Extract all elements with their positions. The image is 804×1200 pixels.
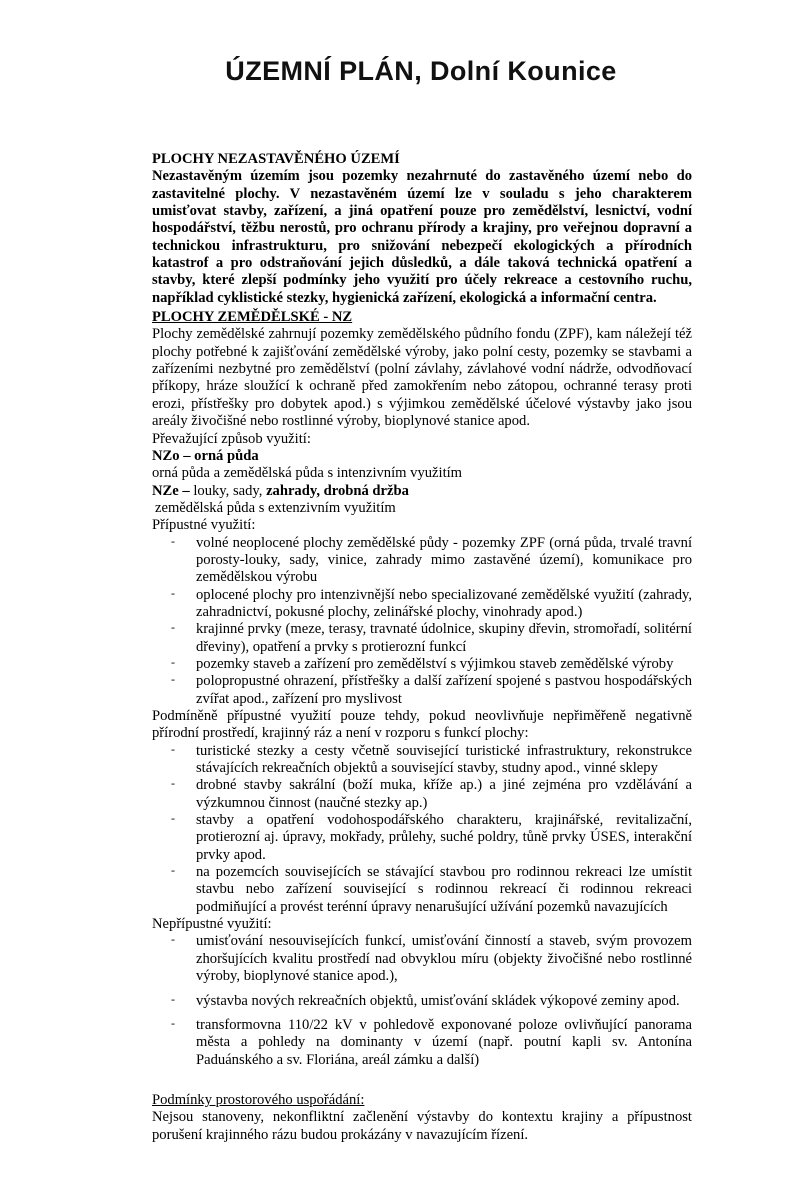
bullet-dash-icon: - — [171, 585, 175, 600]
section-heading-plochy-nezastaveneho-uzemi: PLOCHY NEZASTAVĚNÉHO ÚZEMÍ — [152, 151, 400, 167]
bullet-dash-icon: - — [171, 672, 175, 687]
list-item — [152, 743, 692, 778]
list-item-text: na pozemcích souvisejících se stávající stavbou pro rodinnou rekreaci lze umístit stavbu nebo zařízení související s rodinnou rekreací či rodinnou rekreaci podmiňující a provést terénní úpravy nenarušující užívání pozemků navazujících — [196, 864, 692, 915]
list-item — [152, 535, 692, 587]
list-item-text: umisťování nesouvisejících funkcí, umisťování činností a staveb, svým provozem zhoršujících kvalitu prostředí nad obvyklou míru (objekty živočišné nebo rostlinné výroby, bioplynové stanice apod.), — [196, 933, 692, 985]
list-item — [152, 933, 692, 985]
bullet-dash-icon: - — [171, 741, 175, 756]
list-item — [152, 587, 692, 622]
list-item-text: volné neoplocené plochy zemědělské půdy - pozemky ZPF (orná půda, trvalé travní porosty-louky, sady, vinice, zahrady mimo zastavěné území), komunikace pro zemědělskou výrobu — [196, 534, 692, 586]
bullet-dash-icon: - — [171, 863, 175, 878]
section-heading-podminky-prostoroveho-usporadani: Podmínky prostorového uspořádání: — [152, 1091, 365, 1108]
paragraph-podminene-pripustne-intro: Podmíněně přípustné využití pouze tehdy, pokud neovlivňuje nepřiměřeně negativně přírodní prostředí, krajinný ráz a není v rozporu s funkcí plochy: — [152, 708, 692, 742]
list-item — [152, 656, 692, 673]
term-nze-prefix: NZe – — [152, 482, 194, 499]
list-item-text: pozemky staveb a zařízení pro zemědělství s výjimkou staveb zemědělské výroby — [196, 655, 674, 672]
description-nze: zemědělská půda s extenzivním využitím — [155, 499, 396, 516]
list-item — [152, 621, 692, 656]
list-item-text: polopropustné ohrazení, přístřešky a další zařízení spojené s pastvou hospodářských zvířat apod., zařízení pro myslivost — [196, 673, 692, 707]
list-item-text: výstavba nových rekreačních objektů, umisťování skládek výkopové zeminy apod. — [196, 992, 680, 1009]
list-item — [152, 993, 692, 1010]
bullet-dash-icon: - — [171, 776, 175, 791]
bullet-list-podminene — [152, 743, 692, 916]
paragraph-nezastavene-uzemi: Nezastavěným územím jsou pozemky nezahrnuté do zastavěného území nebo do zastavitelné plochy. V nezastavěném území lze v souladu s jeho charakterem umisťovat stavby, zařízení, a jiná opatření pouze pro zemědělství, lesnictví, vodní hospodářství, těžbu nerostů, pro ochranu přírody a krajiny, pro veřejnou dopravní a technickou infrastrukturu, pro snižování nebezpečí ekologických a přírodních katastrof a pro odstraňování jejich důsledků, a dále taková technická opatření a stavby, které zlepší podmínky jeho využití pro účely rekreace a cestovního ruchu, například cyklistické stezky, hygienická zařízení, ekologická a informační centra. — [152, 168, 692, 306]
bullet-dash-icon: - — [171, 991, 175, 1006]
list-item — [152, 1017, 692, 1069]
bullet-dash-icon: - — [171, 932, 175, 947]
page-title: ÚZEMNÍ PLÁN, Dolní Kounice — [225, 56, 617, 86]
label-nepripustne-vyuziti: Nepřípustné využití: — [152, 916, 272, 933]
list-item-text: turistické stezky a cesty včetně související turistické infrastruktury, rekonstrukce stávajících rekreačních objektů a související stavby, studny apod., vinné sklepy — [196, 742, 692, 777]
description-nzo: orná půda a zemědělská půda s intenzivním využitím — [152, 465, 463, 482]
paragraph-plochy-zemedelske: Plochy zemědělské zahrnují pozemky zemědělského půdního fondu (ZPF), kam náležejí též plochy potřebné k zajišťování zemědělské výroby, jako polní cesty, pozemky se stavbami a zařízeními nezbytné pro zemědělství (polní závlahy, závlahové vodní nádrže, odvodňovací příkopy, hráze sloužící k ochraně před zamokřením nebo zátopou, ochranné terasy proti erozi, přístřešky pro dobytek apod.) s výjimkou zemědělské účelové výstavby jako jsou areály živočišné nebo rostlinné výroby, bioplynové stanice apod. — [152, 326, 692, 430]
term-nze-suffix: zahrady, drobná držba — [266, 482, 409, 499]
list-item-text: transformovna 110/22 kV v pohledově exponované poloze ovlivňující panorama města a pohledy na dominanty v území (např. poutní kapli sv. Antonína Paduánského a sv. Floriána, areál zámku a další) — [196, 1016, 692, 1068]
label-pripustne-vyuziti: Přípustné využití: — [152, 517, 256, 534]
list-item — [152, 812, 692, 864]
bullet-dash-icon: - — [171, 654, 175, 669]
bullet-dash-icon: - — [171, 1015, 175, 1030]
term-nze-regular: louky, sady, — [193, 482, 267, 499]
section-heading-plochy-zemedelske-nz: PLOCHY ZEMĚDĚLSKÉ - NZ — [152, 309, 353, 326]
term-nze-louky-sady — [152, 483, 692, 500]
document-body — [152, 151, 692, 1144]
bullet-dash-icon: - — [171, 620, 175, 635]
list-item-text: stavby a opatření vodohospodářského charakteru, krajinářské, revitalizační, protierozní aj. úpravy, mokřady, průlehy, suché poldry, tůně prvky ÚSES, interakční prvky apod. — [196, 812, 692, 863]
bullet-list-nepripustne — [152, 933, 692, 1068]
term-nzo-orna-puda: NZo – orná půda — [152, 447, 259, 464]
list-item-text: krajinné prvky (meze, terasy, travnaté údolnice, skupiny dřevin, stromořadí, solitérní dřeviny), opatření a prvky s protierozní funkcí — [196, 621, 692, 655]
list-item-text: drobné stavby sakrální (boží muka, kříže ap.) a jiné zejména pro vzdělávání a výzkumnou činnost (naučné stezky ap.) — [196, 777, 692, 811]
list-item — [152, 673, 692, 708]
bullet-list-pripustne — [152, 535, 692, 708]
list-item — [152, 864, 692, 916]
label-prevazujici-zpusob-vyuziti: Převažující způsob využití: — [152, 430, 311, 447]
bullet-dash-icon: - — [171, 811, 175, 826]
list-item — [152, 777, 692, 812]
paragraph-podminky-prostoroveho: Nejsou stanoveny, nekonfliktní začlenění výstavby do kontextu krajiny a přípustnost porušení krajinného rázu budou prokázány v navazujícím řízení. — [152, 1109, 692, 1143]
bullet-dash-icon: - — [171, 533, 175, 548]
list-item-text: oplocené plochy pro intenzivnější nebo specializované zemědělské využití (zahrady, zahradnictví, pokusné plochy, zelinářské plochy, vinohrady apod.) — [196, 586, 692, 620]
